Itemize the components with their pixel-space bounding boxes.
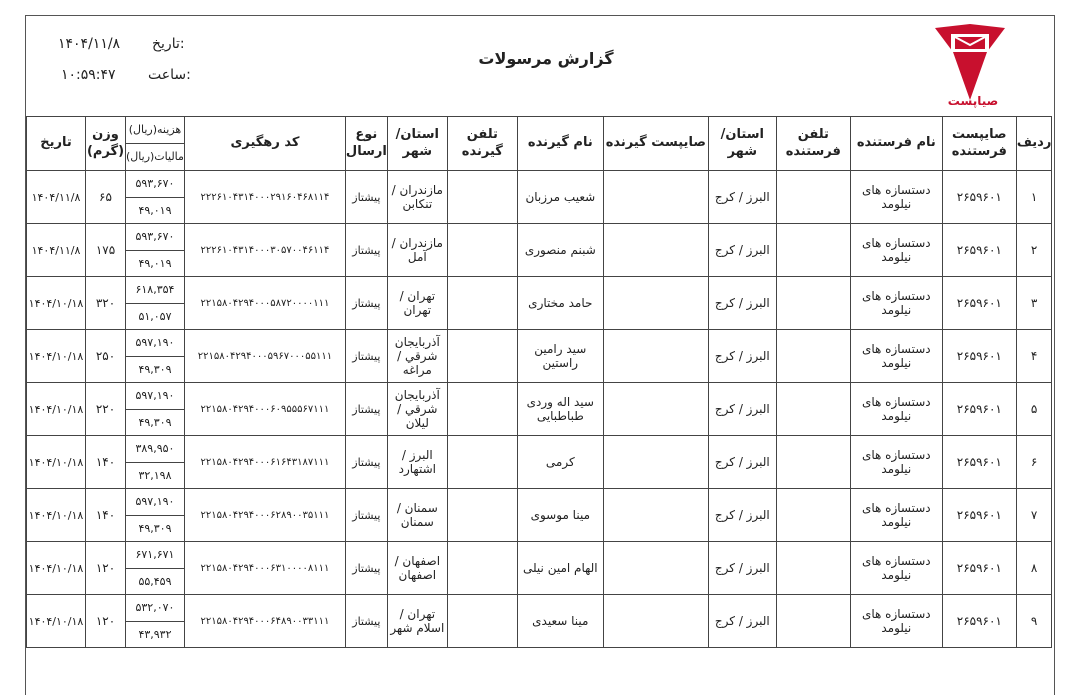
- cell-date: ۱۴۰۴/۱۱/۸: [27, 224, 86, 277]
- cell-cost: [126, 224, 185, 277]
- table-row: [27, 171, 1052, 224]
- cell-cost: ۳۸۹,۹۵۰: [126, 436, 184, 463]
- table-row: [27, 277, 1052, 330]
- cell-tracking: ۲۲۱۵۸۰۴۲۹۴۰۰۰۶۰۹۵۵۵۶۷۱۱۱: [184, 383, 345, 436]
- cell-cost: ۵۹۷,۱۹۰: [126, 383, 184, 410]
- cell-sender-city: البرز / کرج: [708, 595, 776, 648]
- cell-weight: ۱۲۰: [86, 542, 126, 595]
- cell-receiver-code: [603, 277, 708, 330]
- cell-receiver-phone: [447, 224, 517, 277]
- cell-cost: [126, 595, 185, 648]
- cell-send-type: پیشتاز: [345, 383, 387, 436]
- cell-sender-code: ۲۶۵۹۶۰۱: [942, 595, 1016, 648]
- cell-n: ۹: [1016, 595, 1052, 648]
- cell-sender-phone: [776, 542, 850, 595]
- cell-tax: ۳۲,۱۹۸: [138, 468, 172, 482]
- cell-tax: ۵۵,۴۵۹: [138, 574, 172, 588]
- cell-weight: ۱۲۰: [86, 595, 126, 648]
- cell-tracking: ۲۲۲۶۱۰۴۳۱۴۰۰۰۳۰۵۷۰۰۴۶۱۱۴: [184, 224, 345, 277]
- col-sender-phone: تلفن فرستنده: [776, 117, 850, 171]
- cell-tax: ۴۹,۰۱۹: [138, 203, 172, 217]
- col-receiver-name: نام گیرنده: [517, 117, 603, 171]
- col-row: ردیف: [1016, 117, 1052, 171]
- parcels-table: [26, 116, 1052, 648]
- cell-date: ۱۴۰۴/۱۱/۸: [27, 171, 86, 224]
- cell-tax: ۴۹,۳۰۹: [138, 362, 172, 376]
- cell-tax: ۴۳,۹۳۲: [138, 627, 172, 641]
- cell-date: ۱۴۰۴/۱۰/۱۸: [27, 383, 86, 436]
- cell-sender-code: ۲۶۵۹۶۰۱: [942, 224, 1016, 277]
- cell-send-type: پیشتاز: [345, 595, 387, 648]
- cell-date: ۱۴۰۴/۱۰/۱۸: [27, 330, 86, 383]
- col-weight: وزن (گرم): [86, 117, 126, 171]
- cell-weight: ۶۵: [86, 171, 126, 224]
- cell-tracking: ۲۲۱۵۸۰۴۲۹۴۰۰۰۶۱۶۴۳۱۸۷۱۱۱: [184, 436, 345, 489]
- col-cost-bottom: مالیات(ریال): [126, 150, 184, 164]
- table-row: [27, 489, 1052, 542]
- cell-date: ۱۴۰۴/۱۰/۱۸: [27, 595, 86, 648]
- cell-send-type: پیشتاز: [345, 542, 387, 595]
- cell-sender-city: البرز / کرج: [708, 171, 776, 224]
- cell-receiver-city: تهران / اسلام شهر: [387, 595, 447, 648]
- cell-cost: [126, 542, 185, 595]
- cell-tracking: ۲۲۱۵۸۰۴۲۹۴۰۰۰۶۳۱۰۰۰۰۸۱۱۱: [184, 542, 345, 595]
- cell-n: ۶: [1016, 436, 1052, 489]
- cell-receiver-code: [603, 330, 708, 383]
- cell-send-type: پیشتاز: [345, 489, 387, 542]
- cell-sender-code: ۲۶۵۹۶۰۱: [942, 330, 1016, 383]
- cell-receiver-name: سید اله وردی طباطبایی: [517, 383, 603, 436]
- col-sender-name: نام فرستنده: [850, 117, 942, 171]
- cell-tracking: ۲۲۱۵۸۰۴۲۹۴۰۰۰۵۹۶۷۰۰۰۵۵۱۱۱: [184, 330, 345, 383]
- table-header-row: [27, 117, 1052, 171]
- cell-receiver-city: آذربایجان شرقي / مراغه: [387, 330, 447, 383]
- cell-date: ۱۴۰۴/۱۰/۱۸: [27, 277, 86, 330]
- cell-sender-name: دستسازه های نیلومد: [850, 224, 942, 277]
- cell-sender-name: دستسازه های نیلومد: [850, 489, 942, 542]
- cell-receiver-code: [603, 171, 708, 224]
- cell-sender-name: دستسازه های نیلومد: [850, 171, 942, 224]
- cell-cost: ۶۷۱,۶۷۱: [126, 542, 184, 569]
- col-sender-code: صایپست فرستنده: [942, 117, 1016, 171]
- cell-sender-city: البرز / کرج: [708, 224, 776, 277]
- cell-cost: ۵۹۳,۶۷۰: [126, 224, 184, 251]
- col-sender-city: استان/ شهر: [708, 117, 776, 171]
- table-row: [27, 330, 1052, 383]
- cell-n: ۸: [1016, 542, 1052, 595]
- date-label: تاریخ:: [152, 36, 185, 52]
- cell-sender-phone: [776, 330, 850, 383]
- cell-cost: ۶۱۸,۳۵۴: [126, 277, 184, 304]
- cell-tracking: ۲۲۲۶۱۰۴۳۱۴۰۰۰۲۹۱۶۰۴۶۸۱۱۴: [184, 171, 345, 224]
- date-value: ۱۴۰۴/۱۱/۸: [58, 36, 121, 52]
- cell-weight: ۳۲۰: [86, 277, 126, 330]
- cell-tax: ۴۹,۳۰۹: [138, 415, 172, 429]
- cell-sender-code: ۲۶۵۹۶۰۱: [942, 383, 1016, 436]
- col-date: تاریخ: [27, 117, 86, 171]
- cell-receiver-code: [603, 383, 708, 436]
- cell-sender-phone: [776, 489, 850, 542]
- cell-sender-name: دستسازه های نیلومد: [850, 383, 942, 436]
- cell-weight: ۲۲۰: [86, 383, 126, 436]
- cell-receiver-name: شبنم منصوری: [517, 224, 603, 277]
- cell-cost: [126, 330, 185, 383]
- cell-receiver-name: مینا موسوی: [517, 489, 603, 542]
- cell-sender-city: البرز / کرج: [708, 277, 776, 330]
- table-row: [27, 542, 1052, 595]
- cell-receiver-name: شعیب مرزبان: [517, 171, 603, 224]
- cell-sender-name: دستسازه های نیلومد: [850, 330, 942, 383]
- cell-tax: ۵۱,۰۵۷: [138, 309, 172, 323]
- cell-cost: [126, 436, 185, 489]
- cell-sender-phone: [776, 436, 850, 489]
- cell-date: ۱۴۰۴/۱۰/۱۸: [27, 436, 86, 489]
- cell-n: ۴: [1016, 330, 1052, 383]
- cell-sender-name: دستسازه های نیلومد: [850, 542, 942, 595]
- table-row: [27, 383, 1052, 436]
- logo-text: صیاپست: [947, 94, 999, 108]
- col-receiver-phone: تلفن گیرنده: [447, 117, 517, 171]
- cell-receiver-city: اصفهان / اصفهان: [387, 542, 447, 595]
- cell-weight: ۱۴۰: [86, 436, 126, 489]
- cell-sender-code: ۲۶۵۹۶۰۱: [942, 436, 1016, 489]
- cell-receiver-city: آذربایجان شرقي / لیلان: [387, 383, 447, 436]
- cell-n: ۲: [1016, 224, 1052, 277]
- cell-tax: ۴۹,۳۰۹: [138, 521, 172, 535]
- page-title: گزارش مرسولات: [478, 49, 614, 68]
- table-row: [27, 595, 1052, 648]
- cell-cost: [126, 277, 185, 330]
- cell-cost: ۵۹۷,۱۹۰: [126, 489, 184, 516]
- cell-date: ۱۴۰۴/۱۰/۱۸: [27, 489, 86, 542]
- cell-n: ۱: [1016, 171, 1052, 224]
- cell-send-type: پیشتاز: [345, 436, 387, 489]
- cell-cost: [126, 171, 185, 224]
- cell-receiver-phone: [447, 383, 517, 436]
- cell-sender-phone: [776, 277, 850, 330]
- cell-send-type: پیشتاز: [345, 330, 387, 383]
- cell-receiver-phone: [447, 489, 517, 542]
- cell-send-type: پیشتاز: [345, 277, 387, 330]
- cell-send-type: پیشتاز: [345, 171, 387, 224]
- cell-sender-city: البرز / کرج: [708, 489, 776, 542]
- col-cost-top: هزینه(ریال): [126, 117, 184, 144]
- table-row: [27, 436, 1052, 489]
- cell-cost: ۵۳۲,۰۷۰: [126, 595, 184, 622]
- cell-receiver-city: سمنان / سمنان: [387, 489, 447, 542]
- col-receiver-code: صایپست گیرنده: [603, 117, 708, 171]
- report-page: [25, 15, 1055, 695]
- cell-receiver-phone: [447, 595, 517, 648]
- col-tracking: کد رهگیری: [184, 117, 345, 171]
- cell-receiver-code: [603, 489, 708, 542]
- cell-sender-phone: [776, 595, 850, 648]
- cell-receiver-phone: [447, 542, 517, 595]
- cell-receiver-city: مازندران / آمل: [387, 224, 447, 277]
- cell-tracking: ۲۲۱۵۸۰۴۲۹۴۰۰۰۶۲۸۹۰۰۳۵۱۱۱: [184, 489, 345, 542]
- cell-sender-phone: [776, 383, 850, 436]
- cell-cost: ۵۹۷,۱۹۰: [126, 330, 184, 357]
- table-row: [27, 224, 1052, 277]
- cell-n: ۳: [1016, 277, 1052, 330]
- cell-receiver-code: [603, 542, 708, 595]
- cell-receiver-name: مینا سعیدی: [517, 595, 603, 648]
- cell-sender-name: دستسازه های نیلومد: [850, 595, 942, 648]
- col-send-type: نوع ارسال: [345, 117, 387, 171]
- cell-receiver-name: الهام امین نیلی: [517, 542, 603, 595]
- cell-tracking: ۲۲۱۵۸۰۴۲۹۴۰۰۰۶۴۸۹۰۰۳۳۱۱۱: [184, 595, 345, 648]
- cell-sender-phone: [776, 171, 850, 224]
- cell-n: ۵: [1016, 383, 1052, 436]
- cell-receiver-code: [603, 224, 708, 277]
- cell-receiver-phone: [447, 171, 517, 224]
- cell-receiver-city: تهران / تهران: [387, 277, 447, 330]
- cell-receiver-code: [603, 595, 708, 648]
- cell-receiver-name: سید رامین راستین: [517, 330, 603, 383]
- cell-weight: ۲۵۰: [86, 330, 126, 383]
- cell-sender-code: ۲۶۵۹۶۰۱: [942, 542, 1016, 595]
- cell-sender-code: ۲۶۵۹۶۰۱: [942, 489, 1016, 542]
- cell-weight: ۱۴۰: [86, 489, 126, 542]
- cell-receiver-code: [603, 436, 708, 489]
- cell-sender-city: البرز / کرج: [708, 330, 776, 383]
- cell-receiver-phone: [447, 330, 517, 383]
- cell-date: ۱۴۰۴/۱۰/۱۸: [27, 542, 86, 595]
- cell-sender-code: ۲۶۵۹۶۰۱: [942, 277, 1016, 330]
- cell-sender-phone: [776, 224, 850, 277]
- cell-receiver-name: حامد مختاری: [517, 277, 603, 330]
- cell-receiver-city: البرز / اشتهارد: [387, 436, 447, 489]
- cell-sender-city: البرز / کرج: [708, 383, 776, 436]
- time-value: ۱۰:۵۹:۴۷: [61, 67, 116, 83]
- cell-tracking: ۲۲۱۵۸۰۴۲۹۴۰۰۰۵۸۷۲۰۰۰۰۱۱۱: [184, 277, 345, 330]
- cell-n: ۷: [1016, 489, 1052, 542]
- cell-sender-city: البرز / کرج: [708, 542, 776, 595]
- cell-sender-name: دستسازه های نیلومد: [850, 277, 942, 330]
- col-receiver-city: استان/ شهر: [387, 117, 447, 171]
- cell-receiver-phone: [447, 436, 517, 489]
- cell-sender-code: ۲۶۵۹۶۰۱: [942, 171, 1016, 224]
- cell-receiver-city: مازندران / تنکابن: [387, 171, 447, 224]
- cell-cost: [126, 489, 185, 542]
- cell-cost: ۵۹۳,۶۷۰: [126, 171, 184, 198]
- cell-tax: ۴۹,۰۱۹: [138, 256, 172, 270]
- cell-receiver-phone: [447, 277, 517, 330]
- cell-receiver-name: کرمی: [517, 436, 603, 489]
- cell-sender-city: البرز / کرج: [708, 436, 776, 489]
- cell-sender-name: دستسازه های نیلومد: [850, 436, 942, 489]
- col-cost: [126, 117, 185, 171]
- cell-cost: [126, 383, 185, 436]
- cell-send-type: پیشتاز: [345, 224, 387, 277]
- time-label: ساعت:: [148, 67, 191, 83]
- cell-weight: ۱۷۵: [86, 224, 126, 277]
